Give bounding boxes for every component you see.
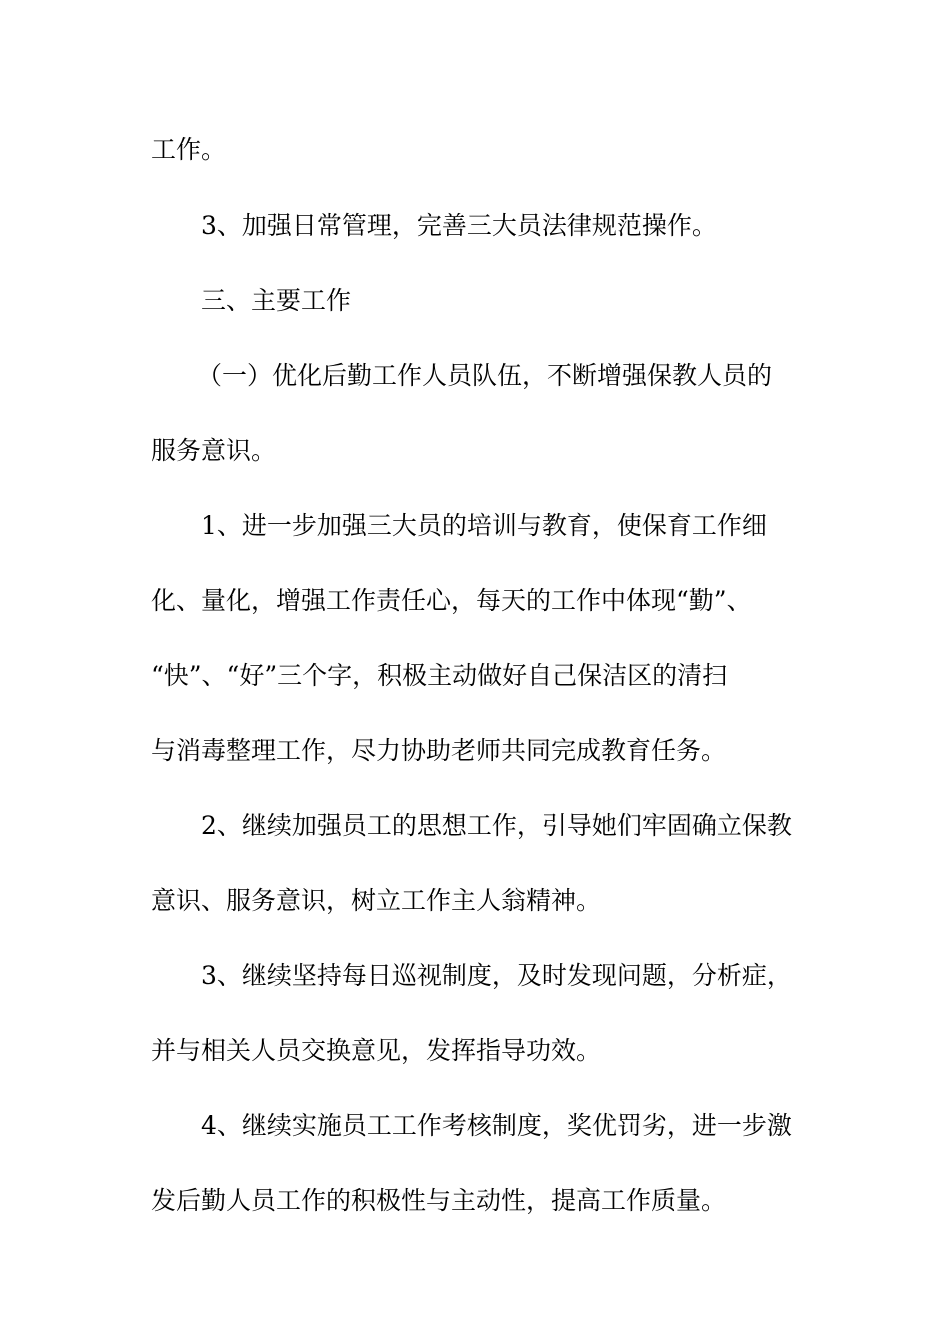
text-line: 发后勤人员工作的积极性与主动性，提高工作质量。 [151,1186,727,1215]
text-line: 2、继续加强员工的思想工作，引导她们牢固确立保教 [201,811,792,840]
text-line: 与消毒整理工作，尽力协助老师共同完成教育任务。 [151,736,727,765]
text-line: 1、进一步加强三大员的培训与教育，使保育工作细 [201,511,767,540]
section-heading: 三、主要工作 [201,286,352,315]
text-line: 3、继续坚持每日巡视制度，及时发现问题，分析症， [201,961,792,990]
text-line: 意识、服务意识，树立工作主人翁精神。 [151,886,602,915]
text-line: 3、加强日常管理，完善三大员法律规范操作。 [201,211,717,240]
text-line: “快”、“好”三个字，积极主动做好自己保洁区的清扫 [151,661,728,690]
text-line: 服务意识。 [151,436,277,465]
text-line: 化、量化，增强工作责任心，每天的工作中体现“勤”、 [151,586,752,615]
text-line: 4、继续实施员工工作考核制度，奖优罚劣，进一步激 [201,1111,792,1140]
text-line: 并与相关人员交换意见，发挥指导功效。 [151,1036,602,1065]
subsection-heading: （一）优化后勤工作人员队伍，不断增强保教人员的 [197,361,773,390]
text-line: 工作。 [151,135,227,164]
